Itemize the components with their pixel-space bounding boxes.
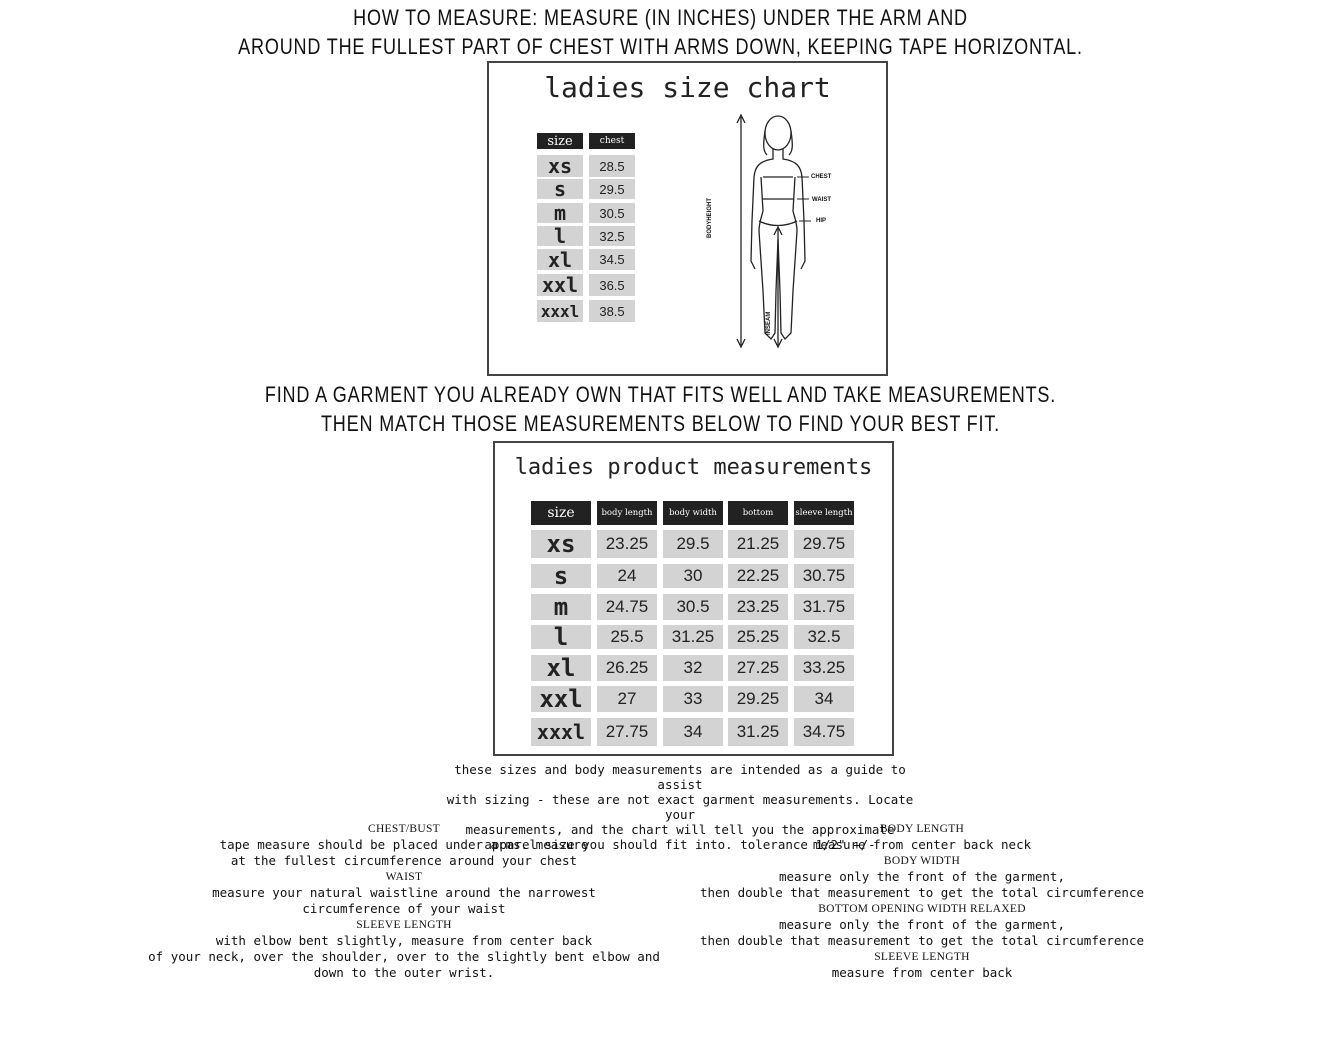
size-chart-chest-cell: 36.5 bbox=[589, 274, 635, 296]
size-chart-chest-cell: 30.5 bbox=[589, 203, 635, 223]
waist-text: measure your natural waistline around the narrowest bbox=[212, 885, 596, 900]
size-chart-size-cell: xl bbox=[537, 249, 583, 270]
product-value-cell: 22.25 bbox=[728, 564, 788, 588]
product-value-cell: 27 bbox=[597, 686, 657, 712]
product-value-cell: 26.25 bbox=[597, 655, 657, 681]
bottom-opening-text: then double that measurement to get the total circumference bbox=[699, 933, 1144, 948]
size-chart-header-cell: chest bbox=[589, 133, 635, 149]
figure-label-hip: HIP bbox=[816, 218, 827, 224]
sleeve-length-text: of your neck, over the shoulder, over to the slightly bent elbow and bbox=[148, 949, 660, 964]
product-header-cell: body length bbox=[597, 501, 657, 525]
body-width-text: then double that measurement to get the total circumference bbox=[699, 885, 1144, 900]
product-value-cell: 32.5 bbox=[794, 625, 854, 649]
figure-label-bodyheight: BODYHEIGHT bbox=[707, 197, 713, 238]
bottom-opening-label: BOTTOM OPENING WIDTH RELAXED bbox=[818, 903, 1026, 915]
product-measurements-panel bbox=[493, 441, 894, 756]
size-chart-size-cell: xs bbox=[537, 155, 583, 177]
size-chart-size-cell: m bbox=[537, 203, 583, 223]
product-size-cell: xl bbox=[531, 655, 591, 681]
product-size-cell: xxl bbox=[531, 686, 591, 712]
garment-instructions-heading bbox=[119, 380, 1202, 438]
size-chart-chest-cell: 32.5 bbox=[589, 226, 635, 246]
chest-bust-text: tape measure should be placed under arms. measure bbox=[219, 837, 589, 852]
product-value-cell: 21.25 bbox=[728, 530, 788, 558]
size-chart-header-cell: size bbox=[537, 133, 583, 149]
product-value-cell: 29.5 bbox=[663, 530, 723, 558]
product-value-cell: 30.5 bbox=[663, 594, 723, 620]
product-value-cell: 29.75 bbox=[794, 530, 854, 558]
product-header-cell: size bbox=[531, 501, 591, 525]
disclaimer-line: apparel size you should fit into. tolerance 1/2" +/- bbox=[484, 837, 876, 852]
product-value-cell: 34 bbox=[663, 718, 723, 746]
sleeve-length-text: down to the outer wrist. bbox=[313, 965, 495, 980]
disclaimer-line: measurements, and the chart will tell you the approximate bbox=[465, 822, 895, 837]
product-size-cell: m bbox=[531, 594, 591, 620]
how-to-measure-line-1: HOW TO MEASURE: MEASURE (IN INCHES) UNDER THE ARM AND bbox=[353, 5, 968, 30]
chest-bust-text: at the fullest circumference around your chest bbox=[230, 853, 578, 868]
chest-bust-label: CHEST/BUST bbox=[367, 823, 440, 835]
product-header-cell: sleeve length bbox=[794, 501, 854, 525]
size-chart-chest-cell: 34.5 bbox=[589, 249, 635, 270]
size-chart-chest-cell: 38.5 bbox=[589, 300, 635, 322]
product-value-cell: 24 bbox=[597, 564, 657, 588]
product-value-cell: 25.25 bbox=[728, 625, 788, 649]
product-value-cell: 31.75 bbox=[794, 594, 854, 620]
product-value-cell: 33.25 bbox=[794, 655, 854, 681]
product-value-cell: 23.25 bbox=[728, 594, 788, 620]
product-size-cell: xxxl bbox=[531, 718, 591, 746]
product-value-cell: 31.25 bbox=[663, 625, 723, 649]
how-to-measure-line-2: AROUND THE FULLEST PART OF CHEST WITH ARMS DOWN, KEEPING TAPE HORIZONTAL. bbox=[238, 34, 1083, 59]
size-chart-panel bbox=[487, 61, 888, 376]
product-value-cell: 33 bbox=[663, 686, 723, 712]
waist-text: circumference of your waist bbox=[302, 901, 506, 916]
product-sleeve-length-text: measure from center back bbox=[831, 965, 1013, 980]
size-chart-size-cell: xxxl bbox=[537, 300, 583, 322]
body-length-label: BODY LENGTH bbox=[879, 823, 965, 835]
body-width-label: BODY WIDTH bbox=[883, 855, 961, 867]
product-value-cell: 34 bbox=[794, 686, 854, 712]
size-chart-title: ladies size chart bbox=[544, 71, 831, 104]
size-chart-size-cell: l bbox=[537, 226, 583, 246]
product-value-cell: 29.25 bbox=[728, 686, 788, 712]
size-chart-size-cell: xxl bbox=[537, 274, 583, 296]
product-size-cell: s bbox=[531, 564, 591, 588]
product-value-cell: 27.25 bbox=[728, 655, 788, 681]
product-value-cell: 25.5 bbox=[597, 625, 657, 649]
how-to-measure-heading bbox=[119, 3, 1202, 61]
disclaimer-line: with sizing - these are not exact garment measurements. Locate your bbox=[446, 792, 914, 822]
bottom-opening-text: measure only the front of the garment, bbox=[779, 917, 1065, 932]
product-value-cell: 34.75 bbox=[794, 718, 854, 746]
figure-label-inseam: INSEAM bbox=[766, 311, 772, 335]
product-value-cell: 31.25 bbox=[728, 718, 788, 746]
figure-label-chest: CHEST bbox=[811, 174, 832, 180]
figure-label-waist: WAIST bbox=[812, 197, 831, 203]
product-size-cell: l bbox=[531, 625, 591, 649]
sleeve-length-text: with elbow bent slightly, measure from center back bbox=[215, 933, 593, 948]
product-value-cell: 23.25 bbox=[597, 530, 657, 558]
size-chart-chest-cell: 28.5 bbox=[589, 155, 635, 177]
garment-instructions-line-1: FIND A GARMENT YOU ALREADY OWN THAT FITS WELL AND TAKE MEASUREMENTS. bbox=[264, 382, 1057, 407]
body-measurement-notes bbox=[140, 821, 668, 981]
product-value-cell: 30.75 bbox=[794, 564, 854, 588]
sleeve-length-label: SLEEVE LENGTH bbox=[356, 919, 452, 931]
size-chart-chest-cell: 29.5 bbox=[589, 179, 635, 199]
garment-measurement-notes bbox=[680, 821, 1164, 981]
body-length-text: measure from center back neck bbox=[812, 837, 1032, 852]
body-width-text: measure only the front of the garment, bbox=[779, 869, 1065, 884]
product-value-cell: 24.75 bbox=[597, 594, 657, 620]
garment-instructions-line-2: THEN MATCH THOSE MEASUREMENTS BELOW TO FIND YOUR BEST FIT. bbox=[320, 411, 1001, 436]
product-size-cell: xs bbox=[531, 530, 591, 558]
product-value-cell: 27.75 bbox=[597, 718, 657, 746]
waist-label: WAIST bbox=[385, 871, 423, 883]
body-figure-illustration bbox=[719, 111, 859, 351]
product-measurements-title: ladies product measurements bbox=[514, 455, 873, 480]
product-header-cell: body width bbox=[663, 501, 723, 525]
size-chart-size-cell: s bbox=[537, 179, 583, 199]
disclaimer-line: these sizes and body measurements are intended as a guide to assist bbox=[454, 762, 906, 792]
product-sleeve-length-label: SLEEVE LENGTH bbox=[874, 951, 970, 963]
product-value-cell: 30 bbox=[663, 564, 723, 588]
product-header-cell: bottom bbox=[728, 501, 788, 525]
product-value-cell: 32 bbox=[663, 655, 723, 681]
